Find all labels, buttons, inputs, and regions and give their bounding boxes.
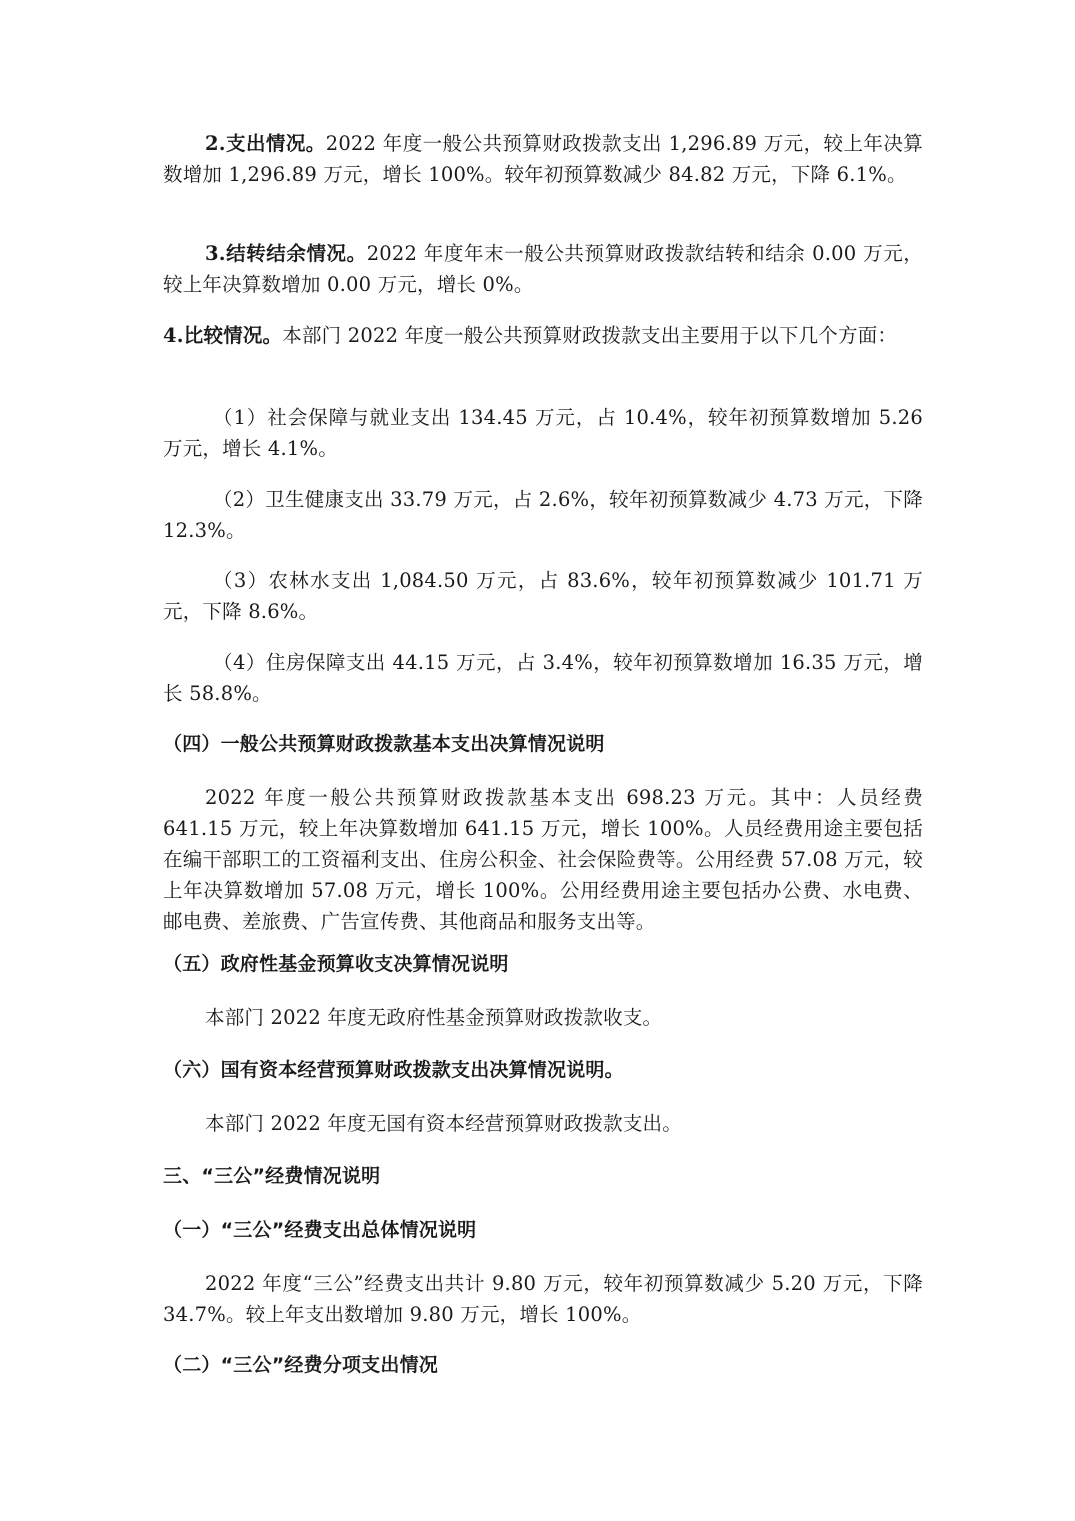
comparison-paragraph — [163, 320, 923, 351]
three-public-paragraph: 2022 年度“三公”经费支出共计 9.80 万元，较年初预算数减少 5.20 万元，下降 34.7%。较上年支出数增加 9.80 万元，增长 100%。 — [163, 1272, 923, 1326]
item-agriculture: （3）农林水支出 1,084.50 万元，占 83.6%，较年初预算数减少 101.71 万元，下降 8.6%。 — [163, 569, 923, 623]
basic-expense-paragraph: 2022 年度一般公共预算财政拨款基本支出 698.23 万元。其中：人员经费 641.15 万元，较上年决算数增加 641.15 万元，增长 100%。人员经费用途主要包括在编干部职工的工资福利支出、住房公积金、社会保险费等。公用经费 57.08 万元，较上年决算数增加 57.08 万元，增长 100%。公用经费用途主要包括办公费、水电费、邮电费、差旅费、广告宣传费、其他商品和服务支出等。 — [163, 786, 923, 933]
expense-text: 2022 年度一般公共预算财政拨款支出 1,296.89 万元，较上年决算数增加 1,296.89 万元，增长 100%。较年初预算数减少 84.82 万元，下降 6.1%。 — [163, 132, 923, 186]
heading-three-public-items: （二）“三公”经费分项支出情况 — [163, 1354, 438, 1376]
item-social-security: （1）社会保障与就业支出 134.45 万元，占 10.4%，较年初预算数增加 5.26 万元，增长 4.1%。 — [163, 406, 923, 460]
heading-basic-expense: （四）一般公共预算财政拨款基本支出决算情况说明 — [163, 733, 605, 755]
heading-state-capital: （六）国有资本经营预算财政拨款支出决算情况说明。 — [163, 1059, 624, 1081]
heading-three-public-overall: （一）“三公”经费支出总体情况说明 — [163, 1219, 477, 1241]
carryover-lead: 3.结转结余情况。 — [205, 242, 367, 265]
carryover-paragraph — [163, 238, 923, 300]
gov-fund-paragraph: 本部门 2022 年度无政府性基金预算财政拨款收支。 — [205, 1006, 663, 1029]
state-capital-paragraph: 本部门 2022 年度无国有资本经营预算财政拨款支出。 — [205, 1112, 682, 1135]
heading-gov-fund: （五）政府性基金预算收支决算情况说明 — [163, 953, 509, 975]
item-housing: （4）住房保障支出 44.15 万元，占 3.4%，较年初预算数增加 16.35 万元，增长 58.8%。 — [163, 651, 923, 705]
expense-paragraph — [163, 128, 923, 190]
item-health: （2）卫生健康支出 33.79 万元，占 2.6%，较年初预算数减少 4.73 万元，下降 12.3%。 — [163, 488, 923, 542]
comparison-lead: 4.比较情况。 — [163, 324, 283, 347]
section-three-public-title: 三、“三公”经费情况说明 — [163, 1165, 381, 1187]
expense-lead: 2.支出情况。 — [205, 132, 326, 155]
carryover-text: 2022 年度年末一般公共预算财政拨款结转和结余 0.00 万元，较上年决算数增加 0.00 万元，增长 0%。 — [163, 242, 923, 296]
comparison-text: 本部门 2022 年度一般公共预算财政拨款支出主要用于以下几个方面： — [282, 324, 898, 347]
